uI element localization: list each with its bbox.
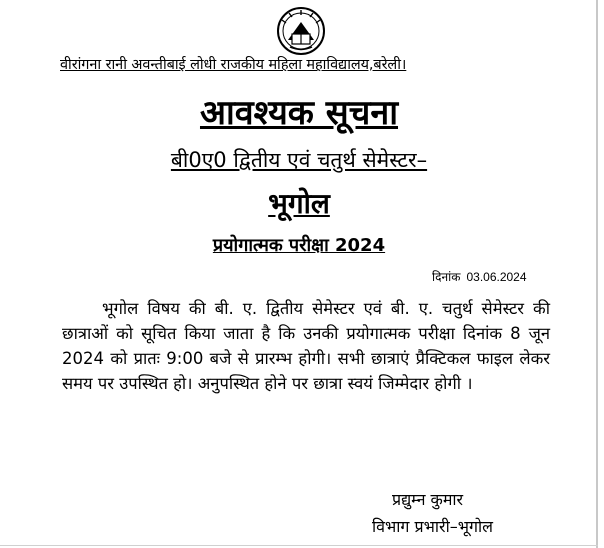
notice-date [432, 268, 527, 285]
notice-title: आवश्यक सूचना [199, 93, 399, 133]
subject-title: भूगोल [268, 187, 330, 220]
date-value: 03.06.2024 [466, 270, 527, 284]
signatory-designation: विभाग प्रभारी–भूगोल [372, 517, 493, 536]
page-bottom-rule [0, 545, 598, 546]
notice-body: भूगोल विषय की बी. ए. द्वितीय सेमेस्टर एवं बी. ए. चतुर्थ सेमेस्टर की छात्राओं को सूचित किया जाता है कि उनकी प्रयोगात्मक परीक्षा दिनांक 8 जून 2024 को प्रातः 9:00 बजे से प्रारम्भ होगी। सभी छात्राएं प्रैक्टिकल फाइल लेकर समय पर उपस्थित हो। अनुपस्थित होने पर छात्रा स्वयं जिम्मेदार होगी । [62, 299, 550, 393]
course-line: बी0ए0 द्वितीय एवं चतुर्थ सेमेस्टर– [170, 148, 428, 172]
date-label: दिनांक [432, 270, 461, 284]
college-emblem-icon [276, 6, 326, 56]
signatory-name: प्रद्युम्न कुमार [392, 490, 464, 509]
exam-title: प्रयोगात्मक परीक्षा 2024 [212, 235, 386, 256]
college-name: वीरांगना रानी अवन्तीबाई लोधी राजकीय महिला महाविद्यालय,बरेली। [60, 57, 407, 73]
